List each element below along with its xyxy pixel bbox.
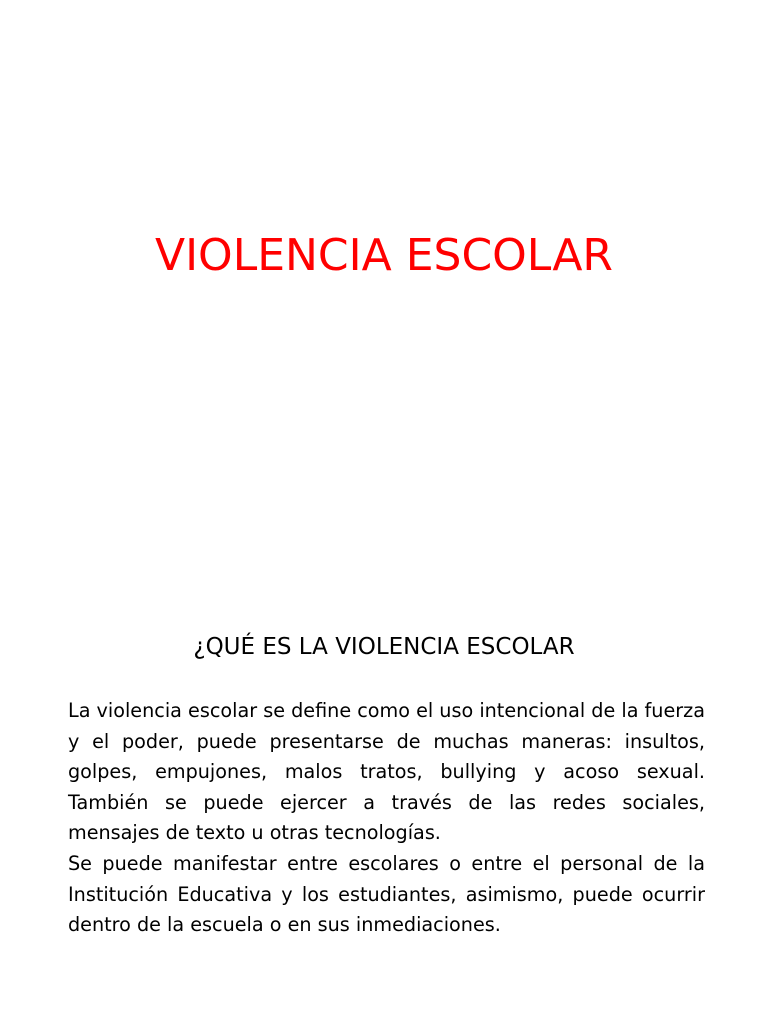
body-text: [68, 696, 705, 941]
slide-title: VIOLENCIA ESCOLAR: [154, 230, 613, 281]
paragraph-manifestation: Se puede manifestar entre escolares o entre el personal de la Institución Educativa y los estudiantes, asimismo, puede ocurrir dentro de la escuela o en sus inmediaciones.: [68, 851, 705, 937]
section-heading: ¿QUÉ ES LA VIOLENCIA ESCOLAR: [193, 634, 575, 660]
paragraph-definition: La violencia escolar se define como el uso intencional de la fuerza y el poder, puede presentarse de muchas maneras: insultos, golpes, empujones, malos tratos, bullying y acoso sexual. También se puede ejercer a través de las redes sociales, mensajes de texto u otras tecnologías.: [68, 699, 705, 845]
